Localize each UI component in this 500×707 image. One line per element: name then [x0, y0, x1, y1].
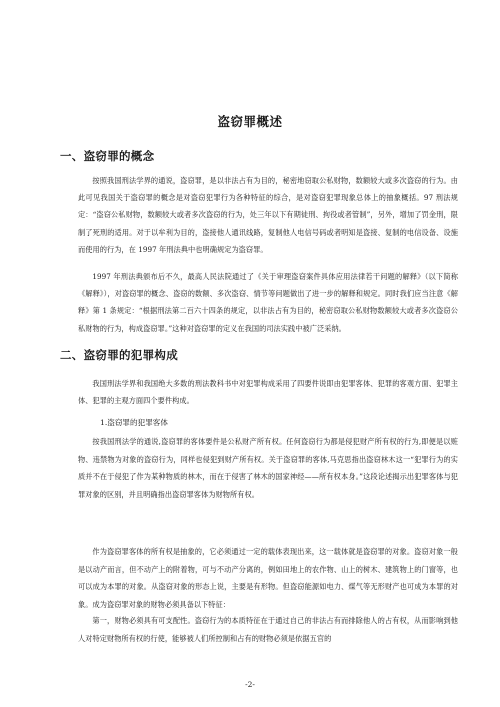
page-number: -2-	[245, 680, 255, 689]
document-title: 盗窃罪概述	[217, 114, 283, 129]
paragraph-controllability: 第一，财物必须具有可支配性。盗窃行为的本质特征在于通过自己的非法占有而排除他人的占有权，从而影响到他人对特定财物所有权的行使，能够被人们所控制和占有的财物必须是依据五官的	[78, 616, 458, 643]
paragraph-ownership-object: 按我国刑法学的通说,盗窃罪的客体要件是公私财产所有权。任何盗窃行为都是侵犯财产所有权的行为,即便是以赃物、违禁物为对象的盗窃行为，同样也侵犯到财产所有权。关于盗窃罪的客体,马克思指出盗窃林木这一“犯罪行为的实质并不在于侵犯了作为某种物质的林木，而在于侵害了林木的国家神经——所有权本身。”这段论述揭示出犯罪客体与犯罪对象的区别，并且明确指出盗窃罪客体为财物所有权。	[78, 437, 458, 499]
subheading-crime-object: 1.盗窃罪的犯罪客体	[100, 418, 168, 427]
paragraph-four-elements: 我国刑法学界和我国绝大多数的刑法教科书中对犯罪构成采用了四要件说即由犯罪客体、犯罪的客观方面、犯罪主体、犯罪的主观方面四个要件构成。	[78, 379, 458, 406]
paragraph-concept-definition: 按照我国刑法学界的通说，盗窃罪，是以非法占有为目的，秘密地窃取公私财物，数额较大或多次盗窃的行为。由此可见我国关于盗窃罪的概念是对盗窃犯罪行为各种特征的综合，是对盗窃犯罪现象总体上的抽象概括。97 刑法规定：“盗窃公私财物，数额较大或者多次盗窃的行为，处三年以下有期徒刑、拘役或者管制”，另外，增加了罚金刑，限制了死刑的适用。对于以牟利为目的，盗接他人通讯线路，复制他人电信号码或者明知是盗接、复制的电信设备、设施而使用的行为，在 1997 年刑法典中也明确规定为盗窃罪。	[78, 176, 458, 254]
section-heading-constitution: 二、盗窃罪的犯罪构成	[60, 348, 178, 362]
paragraph-judicial-interpretation: 1997 年刑法典颁布后不久，最高人民法院通过了《关于审理盗窃案件具体应用法律若干问题的解释》（以下简称《解释》），对盗窃罪的概念、盗窃的数额、多次盗窃、情节等问题做出了进一步的解释和规定。同时我们应当注意《解释》第 1 条规定：“根据刑法第二百六十四条的规定，以非法占有为目的，秘密窃取公私财物数额较大或者多次盗窃公私财物的行为，构成盗窃罪。”这种对盗窃罪的定义在我国的司法实践中被广泛采纳。	[78, 272, 458, 333]
paragraph-theft-target: 作为盗窃罪客体的所有权是抽象的，它必须通过一定的载体表现出来，这一载体就是盗窃罪的对象。盗窃对象一般是以动产而言，但不动产上的附着物，可与不动产分离的，例如田地上的农作物、山上的树木、建筑物上的门窗等，也可以成为本罪的对象。从盗窃对象的形态上说，主要是有形物。但盗窃能源如电力、煤气等无形财产也可成为本罪的对象。成为盗窃罪对象的财物必须具备以下特征：	[78, 547, 458, 609]
section-heading-concept: 一、盗窃罪的概念	[60, 149, 155, 163]
